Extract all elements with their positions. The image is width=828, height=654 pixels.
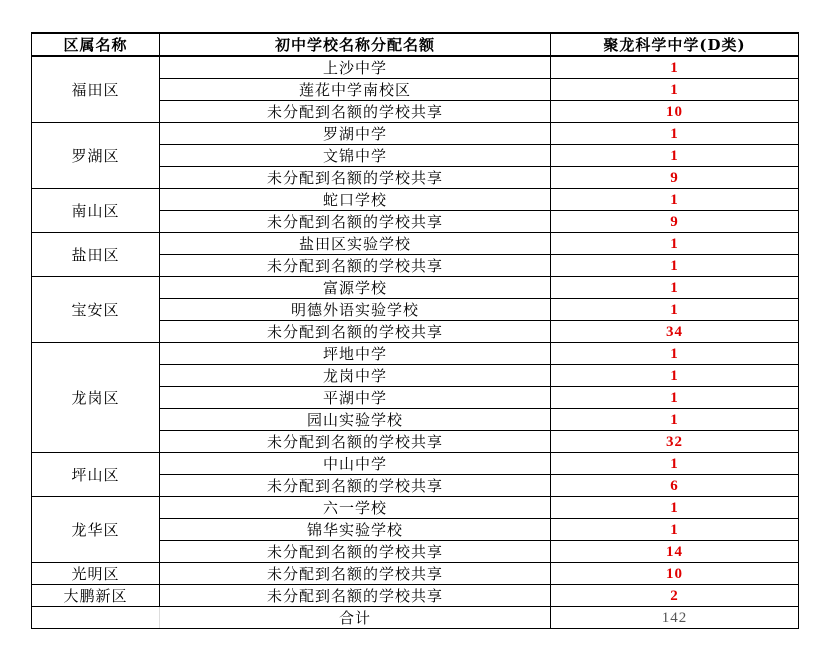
school-cell: 文锦中学 [160, 145, 551, 167]
quota-cell: 10 [551, 101, 799, 123]
school-cell: 未分配到名额的学校共享 [160, 541, 551, 563]
quota-cell: 9 [551, 167, 799, 189]
quota-cell: 1 [551, 79, 799, 101]
district-cell: 宝安区 [32, 277, 160, 343]
school-cell: 明德外语实验学校 [160, 299, 551, 321]
quota-cell: 1 [551, 299, 799, 321]
school-cell: 罗湖中学 [160, 123, 551, 145]
quota-cell: 10 [551, 563, 799, 585]
table-row [32, 497, 799, 519]
total-label: 合计 [160, 607, 551, 629]
table-row [32, 563, 799, 585]
quota-cell: 1 [551, 123, 799, 145]
school-cell: 未分配到名额的学校共享 [160, 563, 551, 585]
school-cell: 中山中学 [160, 453, 551, 475]
quota-cell: 34 [551, 321, 799, 343]
quota-cell: 14 [551, 541, 799, 563]
quota-cell: 1 [551, 233, 799, 255]
school-cell: 未分配到名额的学校共享 [160, 321, 551, 343]
quota-cell: 1 [551, 277, 799, 299]
district-cell: 龙华区 [32, 497, 160, 563]
school-cell: 未分配到名额的学校共享 [160, 431, 551, 453]
school-cell: 上沙中学 [160, 56, 551, 79]
quota-cell: 1 [551, 189, 799, 211]
header-row [32, 33, 799, 56]
table-row [32, 56, 799, 79]
quota-cell: 1 [551, 519, 799, 541]
district-cell: 坪山区 [32, 453, 160, 497]
quota-cell: 6 [551, 475, 799, 497]
district-cell: 大鹏新区 [32, 585, 160, 607]
quota-cell: 1 [551, 343, 799, 365]
table-row [32, 233, 799, 255]
quota-cell: 9 [551, 211, 799, 233]
total-empty-cell [32, 607, 160, 629]
quota-cell: 1 [551, 56, 799, 79]
school-cell: 未分配到名额的学校共享 [160, 475, 551, 497]
district-cell: 龙岗区 [32, 343, 160, 453]
school-cell: 未分配到名额的学校共享 [160, 167, 551, 189]
district-cell: 盐田区 [32, 233, 160, 277]
school-cell: 六一学校 [160, 497, 551, 519]
quota-table [31, 32, 799, 629]
quota-cell: 1 [551, 453, 799, 475]
school-cell: 富源学校 [160, 277, 551, 299]
school-cell: 坪地中学 [160, 343, 551, 365]
district-cell: 罗湖区 [32, 123, 160, 189]
header-district: 区属名称 [32, 33, 160, 56]
school-cell: 未分配到名额的学校共享 [160, 101, 551, 123]
school-cell: 盐田区实验学校 [160, 233, 551, 255]
header-target-school: 聚龙科学中学(D类) [551, 33, 799, 56]
school-cell: 锦华实验学校 [160, 519, 551, 541]
header-school: 初中学校名称分配名额 [160, 33, 551, 56]
school-cell: 未分配到名额的学校共享 [160, 255, 551, 277]
table-row [32, 453, 799, 475]
quota-cell: 2 [551, 585, 799, 607]
district-cell: 光明区 [32, 563, 160, 585]
table-row [32, 277, 799, 299]
school-cell: 未分配到名额的学校共享 [160, 211, 551, 233]
quota-cell: 32 [551, 431, 799, 453]
quota-cell: 1 [551, 387, 799, 409]
quota-cell: 1 [551, 409, 799, 431]
school-cell: 蛇口学校 [160, 189, 551, 211]
district-cell: 南山区 [32, 189, 160, 233]
school-cell: 莲花中学南校区 [160, 79, 551, 101]
school-cell: 平湖中学 [160, 387, 551, 409]
quota-cell: 1 [551, 145, 799, 167]
table-row [32, 189, 799, 211]
quota-cell: 1 [551, 497, 799, 519]
district-cell: 福田区 [32, 56, 160, 123]
total-value: 142 [551, 607, 799, 629]
school-cell: 园山实验学校 [160, 409, 551, 431]
school-cell: 龙岗中学 [160, 365, 551, 387]
table-row [32, 123, 799, 145]
table-row [32, 343, 799, 365]
table-row [32, 585, 799, 607]
total-row [32, 607, 799, 629]
quota-cell: 1 [551, 365, 799, 387]
quota-cell: 1 [551, 255, 799, 277]
school-cell: 未分配到名额的学校共享 [160, 585, 551, 607]
